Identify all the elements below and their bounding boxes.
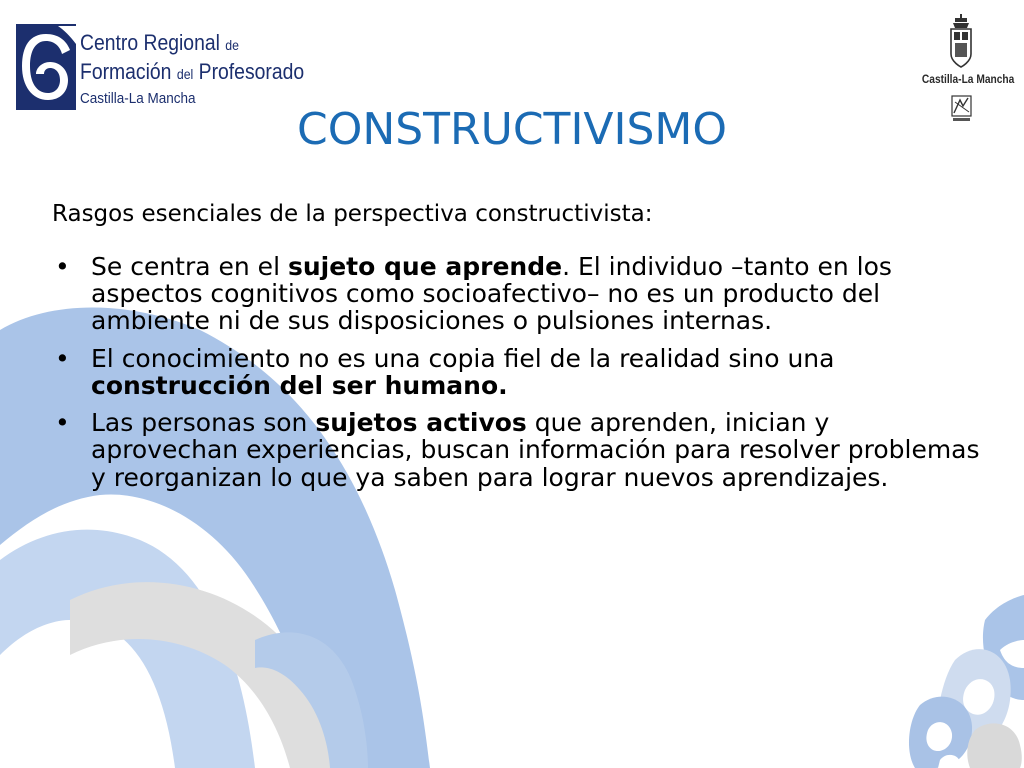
crfp-logo-line-1: Centro Regional de xyxy=(80,30,240,55)
crfp-logo-line-3: Castilla-La Mancha xyxy=(80,90,196,107)
bullet-text-after: . El individuo –tanto en los aspectos cognitivos como socioafectivo– no es un producto del ambiente ni de sus disposiciones o pulsiones internas. xyxy=(91,251,892,336)
jccm-logo-name: Castilla-La Mancha xyxy=(921,72,1015,86)
logo-marks-bottom-right xyxy=(909,595,1024,768)
bullet-text-before: Se centra en el xyxy=(91,251,288,281)
bullet-text-bold: construcción del ser humano. xyxy=(91,370,508,400)
bullet-item xyxy=(52,345,982,400)
bullet-text-bold: sujeto que aprende xyxy=(287,251,563,281)
bullet-text-before: Las personas son xyxy=(91,408,316,437)
crfp-logo-mark xyxy=(14,22,80,114)
bullet-list xyxy=(52,253,982,491)
bullet-item xyxy=(52,409,982,491)
bullet-text-before: El conocimiento no es una copia fiel de la realidad sino una xyxy=(91,343,835,373)
slide-content xyxy=(52,200,982,501)
bullet-text-after: que aprenden, inician y aprovechan experiencias, buscan información para resolver problemas y reorganizan lo que ya saben para lograr nuevos aprendizajes. xyxy=(91,408,980,492)
bullet-icon: • xyxy=(55,343,70,373)
intro-text: Rasgos esenciales de la perspectiva constructivista: xyxy=(52,201,653,227)
bullet-icon: • xyxy=(55,251,70,281)
crfp-logo xyxy=(14,22,314,120)
bullet-icon: • xyxy=(55,408,70,437)
bullet-item xyxy=(52,253,982,335)
bullet-text-bold: sujetos activos xyxy=(315,408,527,437)
slide-title: CONSTRUCTIVISMO xyxy=(296,104,728,155)
crfp-logo-line-2: Formación del Profesorado xyxy=(80,59,305,84)
